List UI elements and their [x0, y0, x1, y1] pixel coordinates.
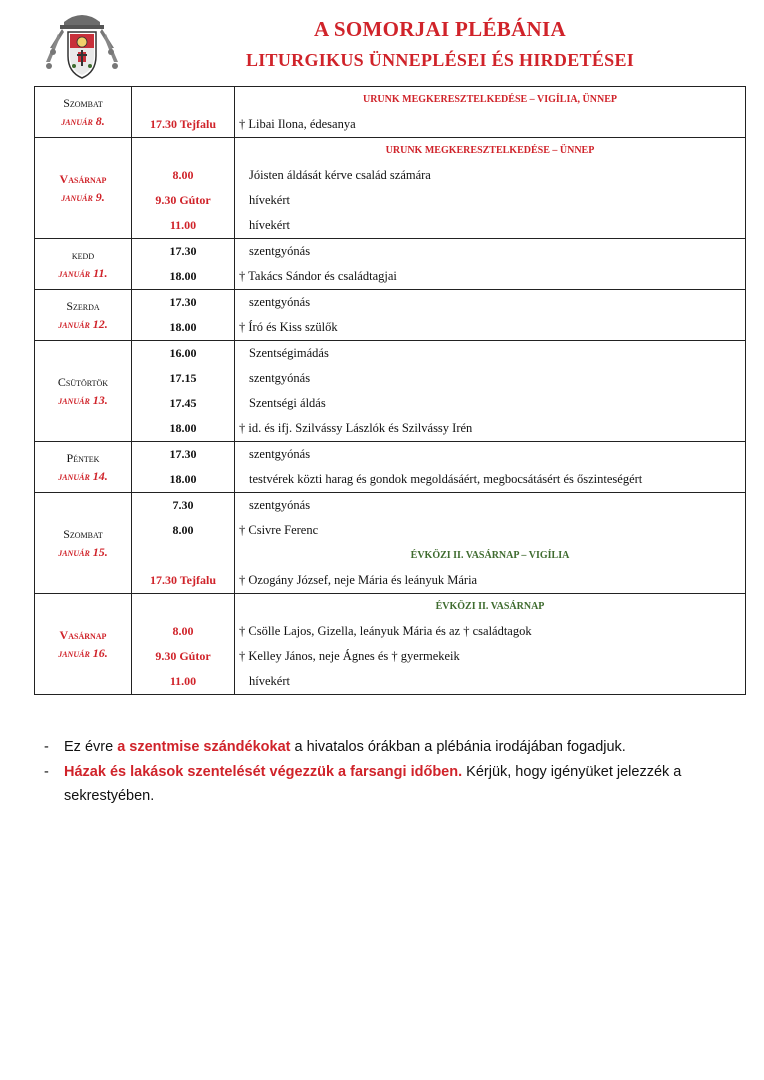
mass-time: 17.30 Tejfalu — [149, 117, 216, 131]
announcement-highlight: Házak és lakások szentelését végezzük a farsangi időben. — [64, 764, 463, 780]
day-name: Szombat — [63, 527, 103, 541]
mass-intention: testvérek közti harag és gondok megoldásáért, megbocsátásért és őszinteségért — [249, 472, 643, 486]
day-date: január 14. — [58, 469, 108, 483]
day-row — [35, 442, 746, 493]
mass-intention: † Takács Sándor és családtagjai — [239, 269, 397, 283]
mass-intention: Szentségimádás — [249, 346, 329, 360]
announcements — [44, 735, 744, 809]
event-cell — [235, 87, 746, 138]
day-row — [35, 87, 746, 138]
time-cell — [132, 239, 235, 290]
announcement-text: a hivatalos órákban a plébánia irodájában fogadjuk. — [290, 739, 626, 755]
announcement-item — [44, 760, 744, 808]
time-cell — [132, 493, 235, 594]
mass-time: 8.00 — [172, 523, 194, 537]
day-row — [35, 290, 746, 341]
mass-time — [132, 138, 234, 163]
mass-intention: † Csivre Ferenc — [239, 523, 319, 537]
day-name: Vasárnap — [59, 628, 107, 642]
announcement-text: Kérjük, hogy igényüket jelezzék a sekrestyében. — [64, 764, 682, 804]
mass-time: 18.00 — [169, 269, 197, 283]
time-cell — [132, 341, 235, 442]
feast-heading: ÉVKÖZI II. VASÁRNAP – VIGÍLIA — [410, 550, 570, 561]
page-subtitle: LITURGIKUS ÜNNEPLÉSEI ÉS HIRDETÉSEI — [245, 50, 635, 70]
mass-intention: hívekért — [249, 218, 290, 232]
mass-intention: szentgyónás — [249, 371, 311, 385]
day-cell — [35, 290, 132, 341]
day-row — [35, 594, 746, 695]
time-cell — [132, 138, 235, 239]
day-cell — [35, 138, 132, 239]
mass-time: 8.00 — [172, 624, 194, 638]
mass-intention: † Libai Ilona, édesanya — [239, 117, 356, 131]
mass-time: 18.00 — [169, 421, 197, 435]
day-row — [35, 493, 746, 594]
day-row — [35, 138, 746, 239]
mass-time: 11.00 — [169, 674, 197, 688]
mass-time: 16.00 — [169, 346, 197, 360]
day-cell — [35, 341, 132, 442]
mass-intention: szentgyónás — [249, 295, 311, 309]
day-date: január 11. — [58, 266, 108, 280]
event-cell — [235, 341, 746, 442]
feast-heading: URUNK MEGKERESZTELKEDÉSE – VIGÍLIA, ÜNNEP — [362, 94, 618, 105]
mass-time: 18.00 — [169, 320, 197, 334]
day-cell — [35, 239, 132, 290]
time-cell — [132, 290, 235, 341]
day-date: január 8. — [61, 114, 105, 128]
mass-time: 17.30 — [169, 244, 197, 258]
mass-time: 17.15 — [169, 371, 197, 385]
announcement-highlight: a szentmise szándékokat — [117, 739, 291, 755]
mass-time: 17.30 Tejfalu — [149, 573, 216, 587]
mass-intention: hívekért — [249, 193, 290, 207]
day-name: Péntek — [66, 451, 100, 465]
day-name: Szerda — [66, 299, 100, 313]
mass-time: 17.30 — [169, 447, 197, 461]
mass-intention: szentgyónás — [249, 498, 311, 512]
day-date: január 13. — [58, 393, 108, 407]
mass-time: 7.30 — [172, 498, 194, 512]
page-title: A SOMORJAI PLÉBÁNIA — [314, 17, 566, 41]
time-cell — [132, 594, 235, 695]
mass-intention: † Csölle Lajos, Gizella, leányuk Mária és az † családtagok — [239, 624, 532, 638]
day-name: Szombat — [63, 96, 103, 110]
mass-time: 18.00 — [169, 472, 197, 486]
mass-intention: † Író és Kiss szülők — [239, 320, 338, 334]
mass-intention: Jóisten áldását kérve család számára — [249, 168, 431, 182]
day-cell — [35, 87, 132, 138]
mass-time: 9.30 Gútor — [155, 649, 211, 663]
event-cell — [235, 442, 746, 493]
list-dash: - — [44, 739, 49, 755]
mass-time: 17.30 — [169, 295, 197, 309]
day-cell — [35, 594, 132, 695]
parish-coat-of-arms-logo — [44, 12, 120, 82]
announcement-text: Ez évre — [64, 739, 118, 755]
event-cell — [235, 594, 746, 695]
feast-heading: ÉVKÖZI II. VASÁRNAP — [435, 601, 545, 612]
day-name: Vasárnap — [59, 172, 107, 186]
announcement-item — [44, 735, 744, 759]
mass-intention: † Ozogány József, neje Mária és leányuk Mária — [239, 573, 478, 587]
mass-time: 11.00 — [169, 218, 197, 232]
event-cell — [235, 493, 746, 594]
day-row — [35, 341, 746, 442]
time-cell — [132, 87, 235, 138]
list-dash: - — [44, 764, 49, 780]
mass-intention: † id. és ifj. Szilvássy Lászlók és Szilvássy Irén — [239, 421, 473, 435]
day-date: január 16. — [58, 646, 108, 660]
mass-time — [132, 87, 234, 112]
mass-time — [132, 543, 234, 568]
day-name: kedd — [71, 248, 95, 262]
event-cell — [235, 239, 746, 290]
time-cell — [132, 442, 235, 493]
feast-heading: URUNK MEGKERESZTELKEDÉSE – ÜNNEP — [385, 145, 595, 156]
day-date: január 15. — [58, 545, 108, 559]
day-row — [35, 239, 746, 290]
day-date: január 12. — [58, 317, 108, 331]
schedule-table — [34, 86, 746, 695]
mass-intention: Szentségi áldás — [249, 396, 326, 410]
mass-intention: † Kelley János, neje Ágnes és † gyermekeik — [239, 649, 460, 663]
mass-intention: hívekért — [249, 674, 290, 688]
mass-intention: szentgyónás — [249, 244, 311, 258]
event-cell — [235, 138, 746, 239]
day-cell — [35, 442, 132, 493]
mass-time: 17.45 — [169, 396, 197, 410]
mass-time: 8.00 — [172, 168, 194, 182]
mass-time: 9.30 Gútor — [155, 193, 211, 207]
day-date: január 9. — [61, 190, 105, 204]
mass-time — [132, 594, 234, 619]
event-cell — [235, 290, 746, 341]
mass-intention: szentgyónás — [249, 447, 311, 461]
day-cell — [35, 493, 132, 594]
day-name: Csütörtök — [57, 375, 109, 389]
